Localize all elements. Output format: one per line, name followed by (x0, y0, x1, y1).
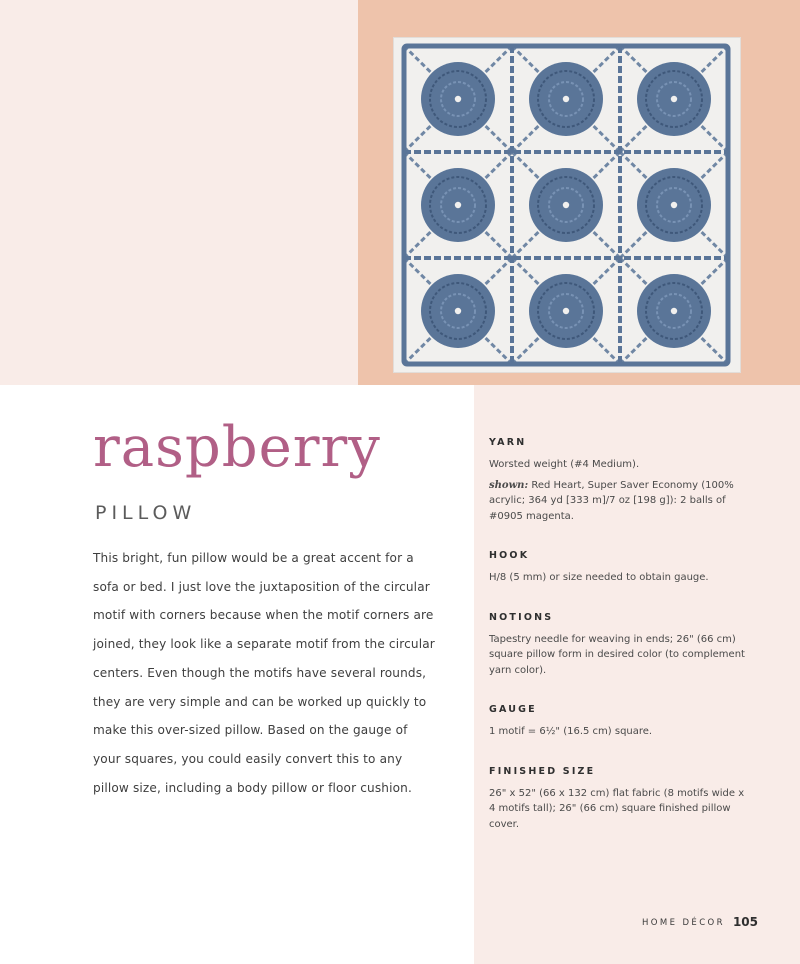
spec-finished-size-text: 26" x 52" (66 x 132 cm) flat fabric (8 motifs wide x 4 motifs tall); 26" (66 cm) square finished pillow cover. (489, 787, 745, 830)
pattern-subtitle: PILLOW (95, 502, 197, 524)
motif-center-hole (455, 202, 461, 208)
spec-shown-text: Red Heart, Super Saver Economy (100% acrylic; 364 yd [333 m]/7 oz [198 g]): 2 balls of #0905 magenta. (489, 479, 734, 522)
footer-section-name: HOME DÉCOR (642, 918, 725, 928)
spec-yarn-weight: Worsted weight (#4 Medium). (489, 459, 640, 470)
spec-gauge (489, 704, 749, 740)
spec-hook-text: H/8 (5 mm) or size needed to obtain gauge. (489, 572, 709, 583)
spec-heading-notions: NOTIONS (489, 611, 554, 623)
spec-heading-finished-size: FINISHED SIZE (489, 765, 596, 777)
motif-center-hole (671, 308, 677, 314)
spec-notions-text: Tapestry needle for weaving in ends; 26" (66 cm) square pillow form in desired color (to complement yarn color). (489, 633, 745, 676)
motif-center-hole (455, 308, 461, 314)
crochet-motif-illustration (394, 38, 740, 372)
spec-shown-label: shown: (489, 479, 529, 491)
pattern-title: raspberry (93, 415, 381, 480)
intro-paragraph: This bright, fun pillow would be a great accent for a sofa or bed. I just love the juxtaposition of the circular motif with corners because when the motif corners are joined, they look like a separate motif from the circular centers. Even though the motifs have several rounds, they are very simple and can be worked up quickly to make this over-sized pillow. Based on the gauge of your squares, you could easily convert this to any pillow size, including a body pillow or floor cushion. (93, 551, 435, 795)
spec-hook (489, 550, 749, 586)
motif-center-hole (671, 96, 677, 102)
motif-center-hole (563, 202, 569, 208)
motif-center-hole (563, 308, 569, 314)
motif-center-hole (455, 96, 461, 102)
background-blush-block (0, 0, 358, 385)
spec-notions (489, 612, 749, 679)
spec-yarn (489, 437, 749, 524)
spec-heading-hook: HOOK (489, 550, 530, 561)
crochet-swatch-photo (394, 38, 740, 372)
spec-yarn-shown (489, 478, 749, 525)
spec-finished-size (489, 766, 749, 833)
page-number: 105 (732, 915, 758, 929)
pattern-specs (489, 437, 749, 858)
spec-heading-gauge: GAUGE (489, 704, 537, 715)
page-footer (642, 911, 758, 930)
spec-gauge-text: 1 motif = 6½" (16.5 cm) square. (489, 726, 653, 737)
motif-center-hole (563, 96, 569, 102)
spec-heading-yarn: YARN (489, 437, 527, 448)
motif-center-hole (671, 202, 677, 208)
